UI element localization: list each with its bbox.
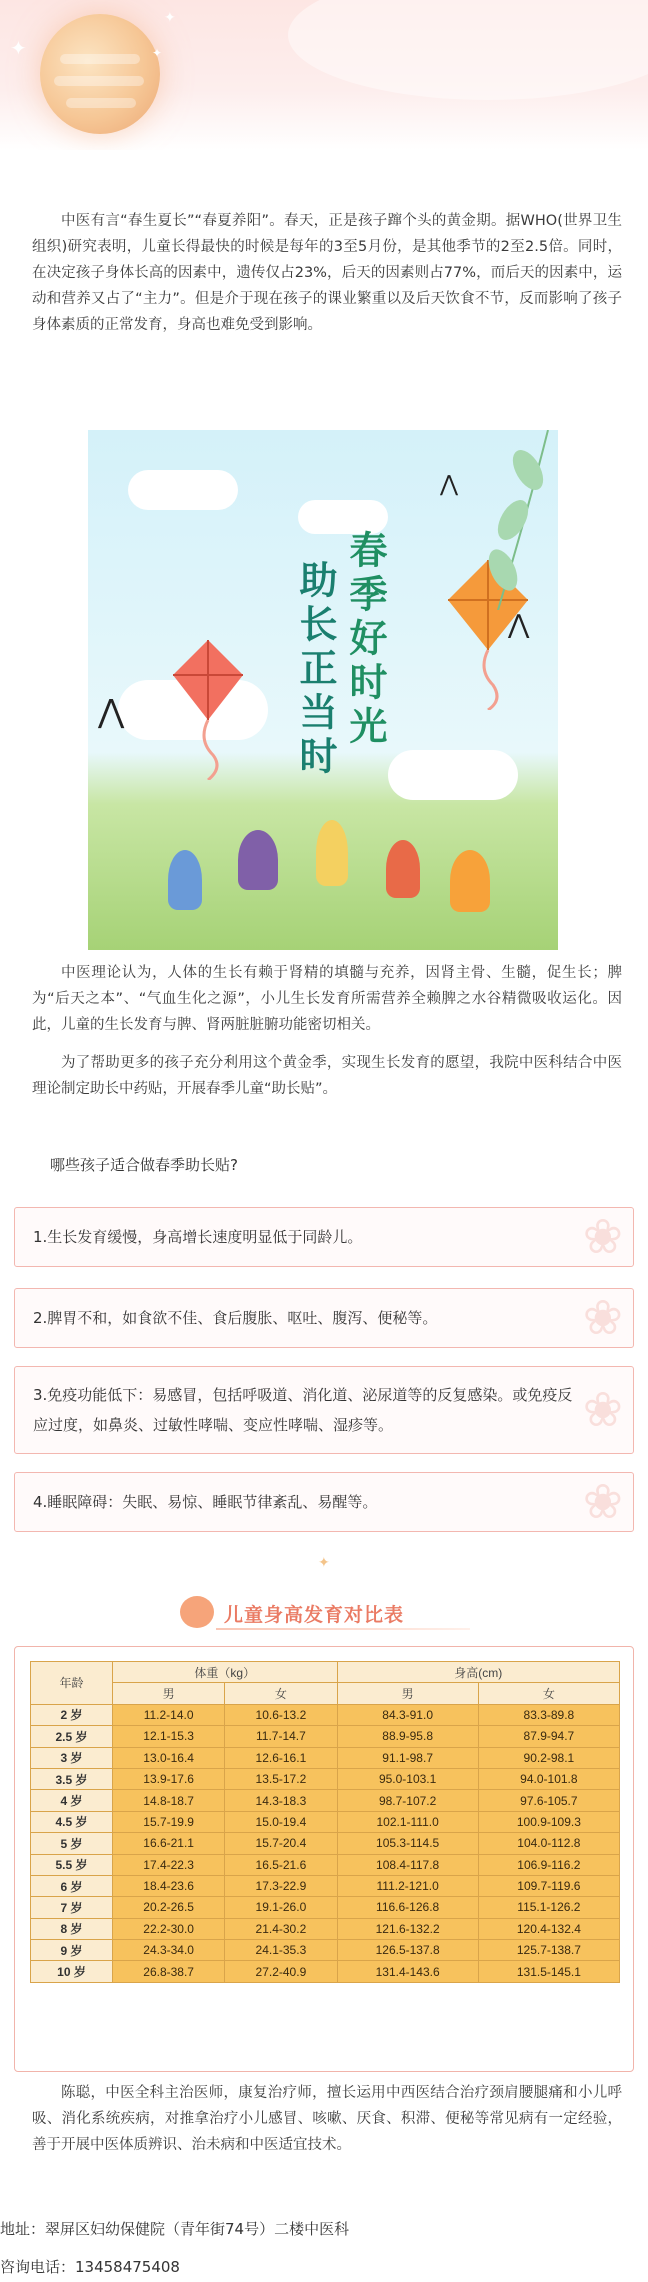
header-weight-male: 男 (113, 1683, 225, 1704)
value-cell: 15.0-19.4 (225, 1811, 337, 1832)
header-weight: 体重（kg） (113, 1662, 338, 1683)
table-row (31, 1704, 620, 1725)
value-cell: 15.7-20.4 (225, 1833, 337, 1854)
moon-illustration (40, 14, 163, 134)
table-row (31, 1940, 620, 1961)
child-figure (168, 850, 202, 910)
leaf-branch-icon (468, 430, 558, 610)
table-row (31, 1747, 620, 1768)
flower-decoration-icon: ❀ (582, 1382, 623, 1438)
sparkle-icon: ✦ (152, 46, 163, 60)
swallow-icon: ⋀ (98, 692, 125, 730)
value-cell: 106.9-116.2 (478, 1854, 619, 1875)
age-cell: 5 岁 (31, 1833, 113, 1854)
hands-icon (180, 1596, 214, 1628)
poster-title-line2: 助长正当时 (293, 560, 338, 780)
value-cell: 104.0-112.8 (478, 1833, 619, 1854)
value-cell: 120.4-132.4 (478, 1918, 619, 1939)
age-cell: 6 岁 (31, 1875, 113, 1896)
value-cell: 24.1-35.3 (225, 1940, 337, 1961)
value-cell: 102.1-111.0 (337, 1811, 478, 1832)
age-cell: 2.5 岁 (31, 1726, 113, 1747)
value-cell: 21.4-30.2 (225, 1918, 337, 1939)
value-cell: 84.3-91.0 (337, 1704, 478, 1725)
table-row (31, 1768, 620, 1789)
value-cell: 91.1-98.7 (337, 1747, 478, 1768)
header-height: 身高(cm) (337, 1662, 619, 1683)
value-cell: 14.8-18.7 (113, 1790, 225, 1811)
age-cell: 9 岁 (31, 1940, 113, 1961)
intro-paragraph: 中医有言“春生夏长”“春夏养阳”。春天，正是孩子蹿个头的黄金期。据WHO(世界卫生组织)研究表明，儿童长得最快的时候是每年的3至5月份，是其他季节的2至2.5倍。同时，在决定孩子身体长高的因素中，遗传仅占23%，后天的因素则占77%，而后天的因素中，运动和营养又占了“主力”。但是介于现在孩子的课业繁重以及后天饮食不节，反而影响了孩子身体素质的正常发育，身高也难免受到影响。 (32, 213, 622, 333)
table-row (31, 1854, 620, 1875)
cloud-shape (298, 500, 388, 534)
value-cell: 111.2-121.0 (337, 1875, 478, 1896)
table-row (31, 1811, 620, 1832)
criteria-card-3 (14, 1366, 634, 1454)
value-cell: 116.6-126.8 (337, 1897, 478, 1918)
flower-decoration-icon: ❀ (582, 1209, 623, 1265)
value-cell: 26.8-38.7 (113, 1961, 225, 1982)
flower-decoration-icon: ❀ (582, 1474, 623, 1530)
kite-icon (173, 640, 243, 780)
header-wave (288, 0, 648, 100)
value-cell: 12.1-15.3 (113, 1726, 225, 1747)
table-title: 儿童身高发育对比表 (224, 1604, 405, 1626)
value-cell: 90.2-98.1 (478, 1747, 619, 1768)
value-cell: 131.5-145.1 (478, 1961, 619, 1982)
value-cell: 14.3-18.3 (225, 1790, 337, 1811)
value-cell: 15.7-19.9 (113, 1811, 225, 1832)
growth-table-frame (14, 1646, 634, 2072)
age-cell: 4.5 岁 (31, 1811, 113, 1832)
header-height-male: 男 (337, 1683, 478, 1704)
swallow-icon: ⋀ (508, 610, 530, 640)
criteria-text: 3.免疫功能低下：易感冒，包括呼吸道、消化道、泌尿道等的反复感染。或免疫反应过度，如鼻炎、过敏性哮喘、变应性哮喘、湿疹等。 (33, 1386, 573, 1434)
tcm-theory-paragraph: 中医理论认为，人体的生长有赖于肾精的填髓与充养，因肾主骨、生髓，促生长；脾为“后天之本”、“气血生化之源”，小儿生长发育所需营养全赖脾之水谷精微吸收运化。因此，儿童的生长发育与脾、肾两脏脏腑功能密切相关。 (32, 965, 622, 1033)
value-cell: 20.2-26.5 (113, 1897, 225, 1918)
table-title-block (180, 1592, 470, 1632)
value-cell: 83.3-89.8 (478, 1704, 619, 1725)
criteria-text: 1.生长发育缓慢，身高增长速度明显低于同龄儿。 (33, 1228, 363, 1246)
value-cell: 18.4-23.6 (113, 1875, 225, 1896)
value-cell: 121.6-132.2 (337, 1918, 478, 1939)
growth-comparison-table (30, 1661, 620, 1983)
age-cell: 3 岁 (31, 1747, 113, 1768)
address-text: 地址：翠屏区妇幼保健院（青年街74号）二楼中医科 (0, 2220, 350, 2238)
value-cell: 131.4-143.6 (337, 1961, 478, 1982)
value-cell: 16.5-21.6 (225, 1854, 337, 1875)
value-cell: 105.3-114.5 (337, 1833, 478, 1854)
value-cell: 13.0-16.4 (113, 1747, 225, 1768)
cloud-shape (388, 750, 518, 800)
value-cell: 11.2-14.0 (113, 1704, 225, 1725)
value-cell: 115.1-126.2 (478, 1897, 619, 1918)
value-cell: 95.0-103.1 (337, 1768, 478, 1789)
value-cell: 17.4-22.3 (113, 1854, 225, 1875)
child-figure (450, 850, 490, 912)
value-cell: 17.3-22.9 (225, 1875, 337, 1896)
sparkle-icon: ✦ (318, 1555, 330, 1571)
table-row (31, 1897, 620, 1918)
sparkle-icon: ✦ (164, 10, 176, 26)
value-cell: 13.5-17.2 (225, 1768, 337, 1789)
value-cell: 19.1-26.0 (225, 1897, 337, 1918)
age-cell: 7 岁 (31, 1897, 113, 1918)
table-row (31, 1918, 620, 1939)
criteria-card-2 (14, 1288, 634, 1348)
value-cell: 13.9-17.6 (113, 1768, 225, 1789)
purpose-paragraph: 为了帮助更多的孩子充分利用这个黄金季，实现生长发育的愿望，我院中医科结合中医理论制定助长中药贴，开展春季儿童“助长贴”。 (32, 1055, 622, 1097)
header-age: 年龄 (31, 1662, 113, 1705)
value-cell: 108.4-117.8 (337, 1854, 478, 1875)
criteria-text: 2.脾胃不和，如食欲不佳、食后腹胀、呕吐、腹泻、便秘等。 (33, 1309, 438, 1327)
suitable-children-question: 哪些孩子适合做春季助长贴? (50, 1156, 238, 1174)
age-cell: 3.5 岁 (31, 1768, 113, 1789)
child-figure (316, 820, 348, 886)
age-cell: 2 岁 (31, 1704, 113, 1725)
doctor-intro-paragraph: 陈聪，中医全科主治医师，康复治疗师，擅长运用中西医结合治疗颈肩腰腿痛和小儿呼吸、消化系统疾病，对推拿治疗小儿感冒、咳嗽、厌食、积滞、便秘等常见病有一定经验，善于开展中医体质辨识、治未病和中医适宜技术。 (32, 2085, 622, 2153)
sparkle-icon: ✦ (10, 36, 27, 60)
table-row (31, 1875, 620, 1896)
value-cell: 87.9-94.7 (478, 1726, 619, 1747)
criteria-text: 4.睡眠障碍：失眠、易惊、睡眠节律紊乱、易醒等。 (33, 1493, 378, 1511)
value-cell: 10.6-13.2 (225, 1704, 337, 1725)
header-banner (0, 0, 648, 150)
swallow-icon: ⋀ (440, 472, 459, 497)
age-cell: 8 岁 (31, 1918, 113, 1939)
flower-decoration-icon: ❀ (582, 1290, 623, 1346)
value-cell: 88.9-95.8 (337, 1726, 478, 1747)
table-row (31, 1961, 620, 1982)
header-height-female: 女 (478, 1683, 619, 1704)
value-cell: 100.9-109.3 (478, 1811, 619, 1832)
value-cell: 27.2-40.9 (225, 1961, 337, 1982)
criteria-card-4 (14, 1472, 634, 1532)
criteria-card-1 (14, 1207, 634, 1267)
phone-text: 咨询电话：13458475408 (0, 2258, 180, 2276)
age-cell: 4 岁 (31, 1790, 113, 1811)
value-cell: 22.2-30.0 (113, 1918, 225, 1939)
value-cell: 16.6-21.1 (113, 1833, 225, 1854)
child-figure (238, 830, 278, 890)
header-weight-female: 女 (225, 1683, 337, 1704)
title-underline (216, 1628, 470, 1630)
value-cell: 94.0-101.8 (478, 1768, 619, 1789)
spring-growth-poster (88, 430, 558, 950)
value-cell: 12.6-16.1 (225, 1747, 337, 1768)
value-cell: 125.7-138.7 (478, 1940, 619, 1961)
child-figure (386, 840, 420, 898)
table-row (31, 1726, 620, 1747)
value-cell: 98.7-107.2 (337, 1790, 478, 1811)
value-cell: 24.3-34.0 (113, 1940, 225, 1961)
age-cell: 10 岁 (31, 1961, 113, 1982)
value-cell: 109.7-119.6 (478, 1875, 619, 1896)
poster-title-line1: 春季好时光 (343, 530, 388, 750)
cloud-shape (128, 470, 238, 510)
value-cell: 11.7-14.7 (225, 1726, 337, 1747)
value-cell: 97.6-105.7 (478, 1790, 619, 1811)
table-row (31, 1833, 620, 1854)
value-cell: 126.5-137.8 (337, 1940, 478, 1961)
age-cell: 5.5 岁 (31, 1854, 113, 1875)
table-row (31, 1790, 620, 1811)
